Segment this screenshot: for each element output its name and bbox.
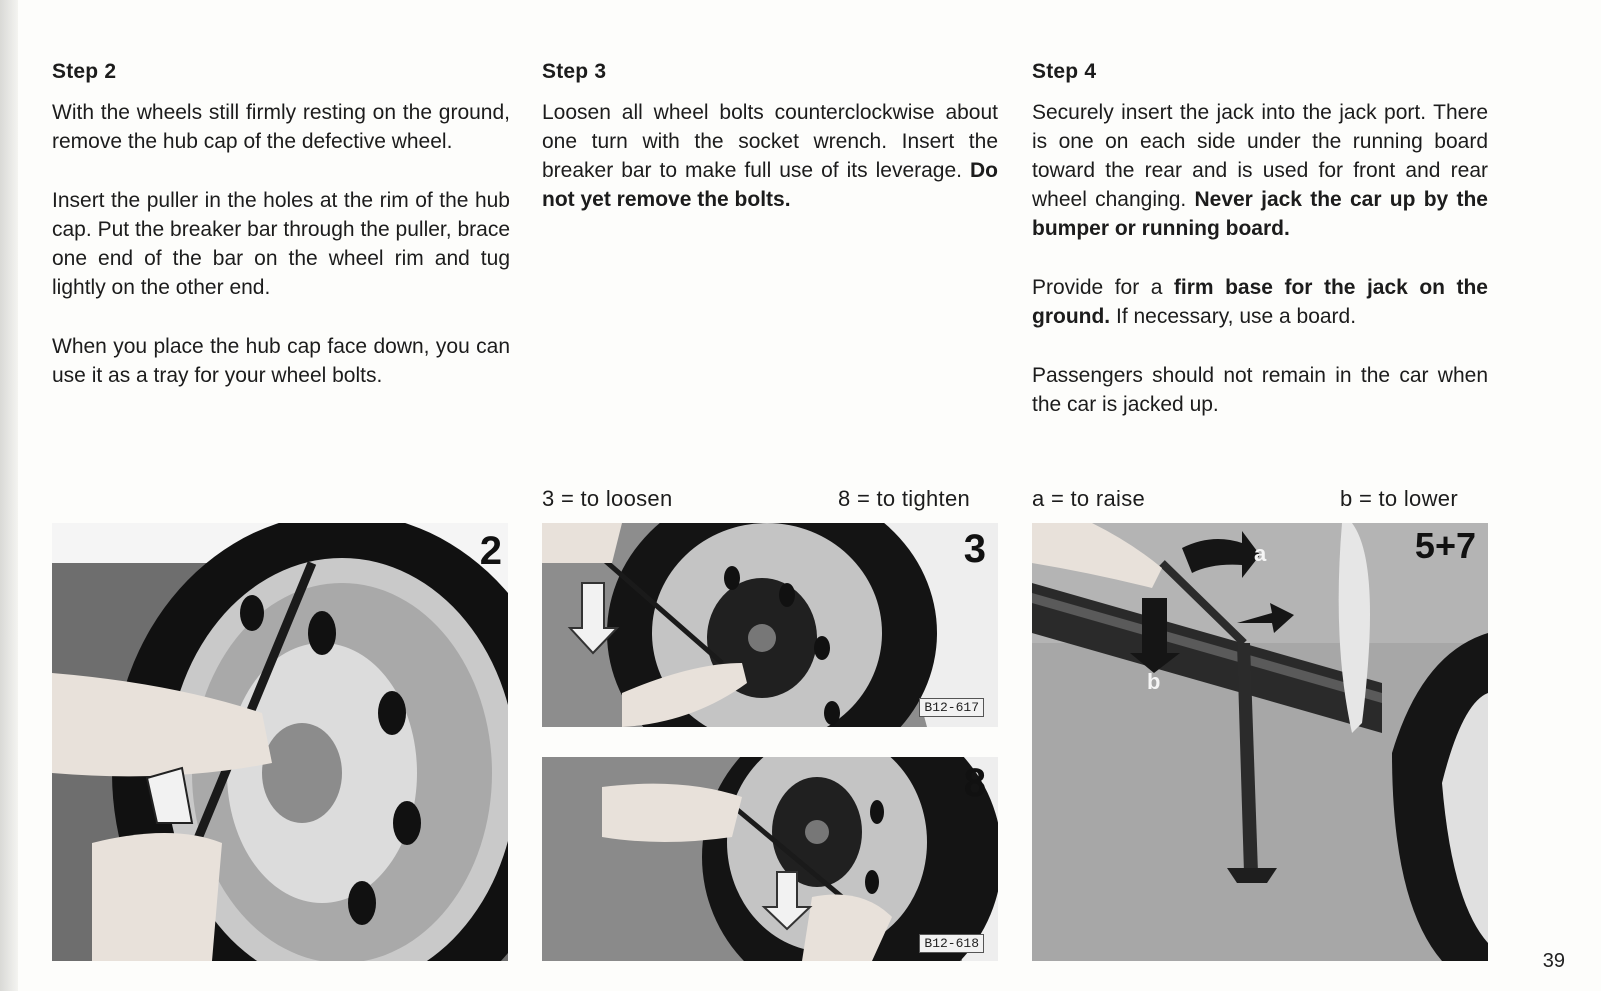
step-4-p2-post: If necessary, use a board. — [1110, 305, 1357, 328]
step-2-paragraph-2: Insert the puller in the holes at the rim of the hub cap. Put the breaker bar through the puller, brace one end of the bar on the wheel rim and tug lightly on the other end. — [52, 189, 510, 299]
step-4-text: Securely insert the jack into the jack port. There is one on each side under the running board toward the rear and is used for front and rear wheel changing. — [1032, 101, 1488, 211]
step-4-paragraph-3: Passengers should not remain in the car when the car is jacked up. — [1032, 364, 1488, 416]
step-2-paragraph-3: When you place the hub cap face down, you can use it as a tray for your wheel bolts. — [52, 335, 510, 387]
step-4-p2-pre: Provide for a — [1032, 276, 1174, 299]
figure-label-a: a — [1254, 541, 1267, 566]
step-3-paragraph-1 — [542, 98, 998, 214]
figure-3-photo — [542, 523, 998, 727]
step-2-title: Step 2 — [52, 60, 117, 83]
page-edge-shadow — [0, 0, 18, 991]
figure-3-code: B12-617 — [919, 698, 984, 717]
step-2-paragraph-1: With the wheels still firmly resting on the ground, remove the hub cap of the defective wheel. — [52, 101, 510, 153]
legend-lower: b = to lower — [1340, 486, 1458, 511]
wheel-tighten-illustration — [542, 757, 998, 961]
step-4-paragraph-2 — [1032, 273, 1488, 331]
step-4-paragraph-1 — [1032, 98, 1488, 243]
step-4-warning: Never jack the car up by the bumper or running board. — [1032, 188, 1488, 240]
step-3-title: Step 3 — [542, 60, 607, 83]
figure-5-7-photo — [1032, 523, 1488, 961]
figure-8-number: 8 — [963, 761, 986, 805]
figure-5-7-number: 5+7 — [1414, 525, 1476, 566]
legend-tighten: 8 = to tighten — [838, 486, 971, 511]
jack-illustration — [1032, 523, 1488, 961]
figure-8-code: B12-618 — [919, 934, 984, 953]
step-4-p2-bold: firm base for the jack on the ground. — [1032, 276, 1488, 328]
legend-loosen: 3 = to loosen — [542, 486, 673, 511]
figure-2-photo — [52, 523, 508, 961]
step-3-warning: Do not yet remove the bolts. — [542, 159, 998, 211]
figure-8-photo — [542, 757, 998, 961]
step-4-title: Step 4 — [1032, 60, 1097, 83]
wheel-hubcap-illustration — [52, 523, 508, 961]
figure-2-number: 2 — [479, 529, 502, 573]
step-3-text: Loosen all wheel bolts counterclockwise about one turn with the socket wrench. Insert the breaker bar to make full use of its leverage. — [542, 101, 998, 182]
step-3-column — [542, 60, 998, 214]
step-4-column — [1032, 60, 1488, 419]
step-2-column — [52, 60, 510, 390]
page-number: 39 — [1542, 950, 1565, 972]
figure-label-b: b — [1147, 669, 1161, 694]
legend-raise: a = to raise — [1032, 486, 1146, 511]
wheel-loosen-illustration — [542, 523, 998, 727]
figure-3-number: 3 — [963, 527, 986, 571]
